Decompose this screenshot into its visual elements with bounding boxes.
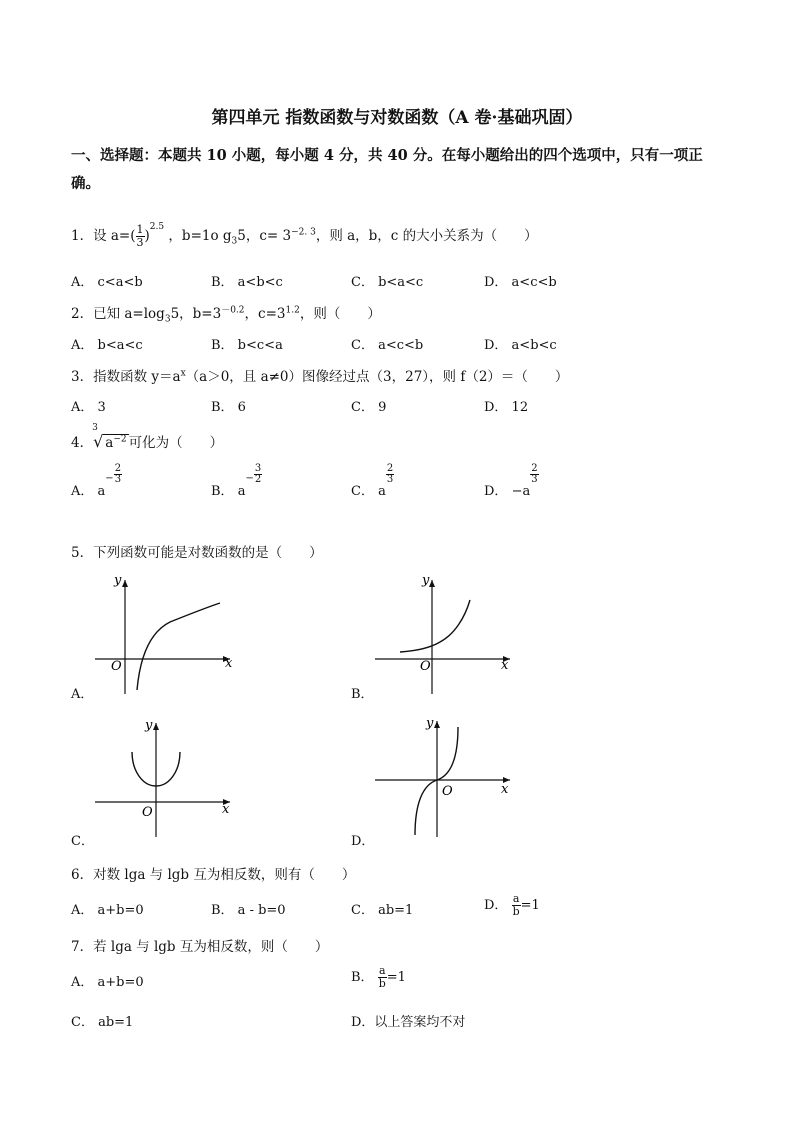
q2-option-a[interactable]: A． b<a<c [71, 338, 143, 353]
q4-option-d[interactable]: D． −a $\frac{2}{3}$ [484, 463, 538, 499]
graph-c-x-label: x [222, 802, 230, 817]
q1-exponent: 2.5 [149, 221, 165, 232]
q5-option-d[interactable]: D． [351, 834, 375, 849]
graph-b-origin: O [420, 659, 431, 674]
q1-fraction: $\frac{1}{3}$ [136, 223, 144, 249]
graph-d-x-label: x [501, 782, 509, 797]
q1-option-d[interactable]: D． a<c<b [484, 275, 557, 290]
graph-d-origin: O [442, 784, 453, 799]
q3-option-b[interactable]: B． 6 [211, 400, 246, 415]
q3-option-a[interactable]: A． 3 [71, 400, 106, 415]
graph-a-y-label: y [114, 573, 122, 588]
question-7: 7．若 lga 与 lgb 互为相反数，则（ ） [71, 939, 329, 955]
q2-option-d[interactable]: D． a<b<c [484, 338, 557, 353]
page-title: 第四单元 指数函数与对数函数（A 卷·基础巩固） [211, 108, 583, 128]
graph-a-origin: O [111, 659, 122, 674]
question-5: 5．下列函数可能是对数函数的是（ ） [71, 545, 323, 561]
q6-option-b[interactable]: B． a - b=0 [211, 903, 286, 918]
section-heading: 一、选择题：本题共 10 小题，每小题 4 分，共 40 分。在每小题给出的四个选项中，只有一项正确。 [71, 147, 703, 192]
q4-option-a[interactable]: A． a− $\frac{2}{3}$ [71, 463, 122, 499]
q4-radical: 3 √ $a^{-2}$ [92, 423, 127, 451]
q6-option-c[interactable]: C． ab=1 [351, 903, 414, 918]
graph-a [90, 572, 240, 697]
graph-d-y-label: y [426, 716, 434, 731]
q1-option-a[interactable]: A． c<a<b [71, 275, 143, 290]
q1-option-c[interactable]: C． b<a<c [351, 275, 424, 290]
question-1: 1．设 a=( $\frac{1}{3}$ )$^{2.5}$ ，b=1o $g_35$，$c= 3^{-2. 3}$，则 a，b，c 的大小关系为（ ） [71, 221, 538, 249]
q5-option-b[interactable]: B． [351, 687, 374, 702]
graph-b-y-label: y [422, 573, 430, 588]
graph-c [90, 715, 240, 840]
question-3: 3．指数函数 $y=a^x(a>0$，且 a≠0）图像经过点（3，27），则 f（2）＝（ ） [71, 368, 569, 385]
graph-d [370, 715, 520, 840]
q3-option-c[interactable]: C． 9 [351, 400, 387, 415]
q6-option-d[interactable]: D． $\frac{a}{b}$ =1 [484, 892, 540, 918]
graph-b [370, 572, 520, 697]
question-2: 2．已知 $a=\log_35$，$b=3^{-0.2}$，$c=3^{1.2}$，则（ ） [71, 305, 381, 325]
q1-option-b[interactable]: B． a<b<c [211, 275, 283, 290]
graph-b-x-label: x [501, 658, 509, 673]
graph-a-x-label: x [225, 656, 233, 671]
q5-option-c[interactable]: C． [71, 834, 94, 849]
question-4: 4． 3 √ $a^{-2}$ 可化为（ ） [71, 423, 224, 451]
q5-option-a[interactable]: A． [71, 687, 94, 702]
q7-option-a[interactable]: A． a+b=0 [71, 975, 144, 990]
q7-option-d[interactable]: D．以上答案均不对 [351, 1015, 466, 1030]
question-6: 6．对数 lga 与 lgb 互为相反数，则有（ ） [71, 867, 356, 883]
graph-c-origin: O [142, 805, 153, 820]
q1-prefix: 1．设 a=( [71, 228, 136, 244]
q2-option-c[interactable]: C． a<c<b [351, 338, 424, 353]
q7-option-b[interactable]: B． $\frac{a}{b}$ =1 [351, 964, 406, 990]
q6-option-a[interactable]: A． a+b=0 [71, 903, 144, 918]
q2-option-b[interactable]: B． b<c<a [211, 338, 283, 353]
q3-option-d[interactable]: D． 12 [484, 400, 529, 415]
q7-option-c[interactable]: C． ab=1 [71, 1015, 134, 1030]
graph-c-y-label: y [145, 718, 153, 733]
q4-option-b[interactable]: B． a− $\frac{3}{2}$ [211, 463, 262, 499]
q4-option-c[interactable]: C． a $\frac{2}{3}$ [351, 463, 394, 499]
